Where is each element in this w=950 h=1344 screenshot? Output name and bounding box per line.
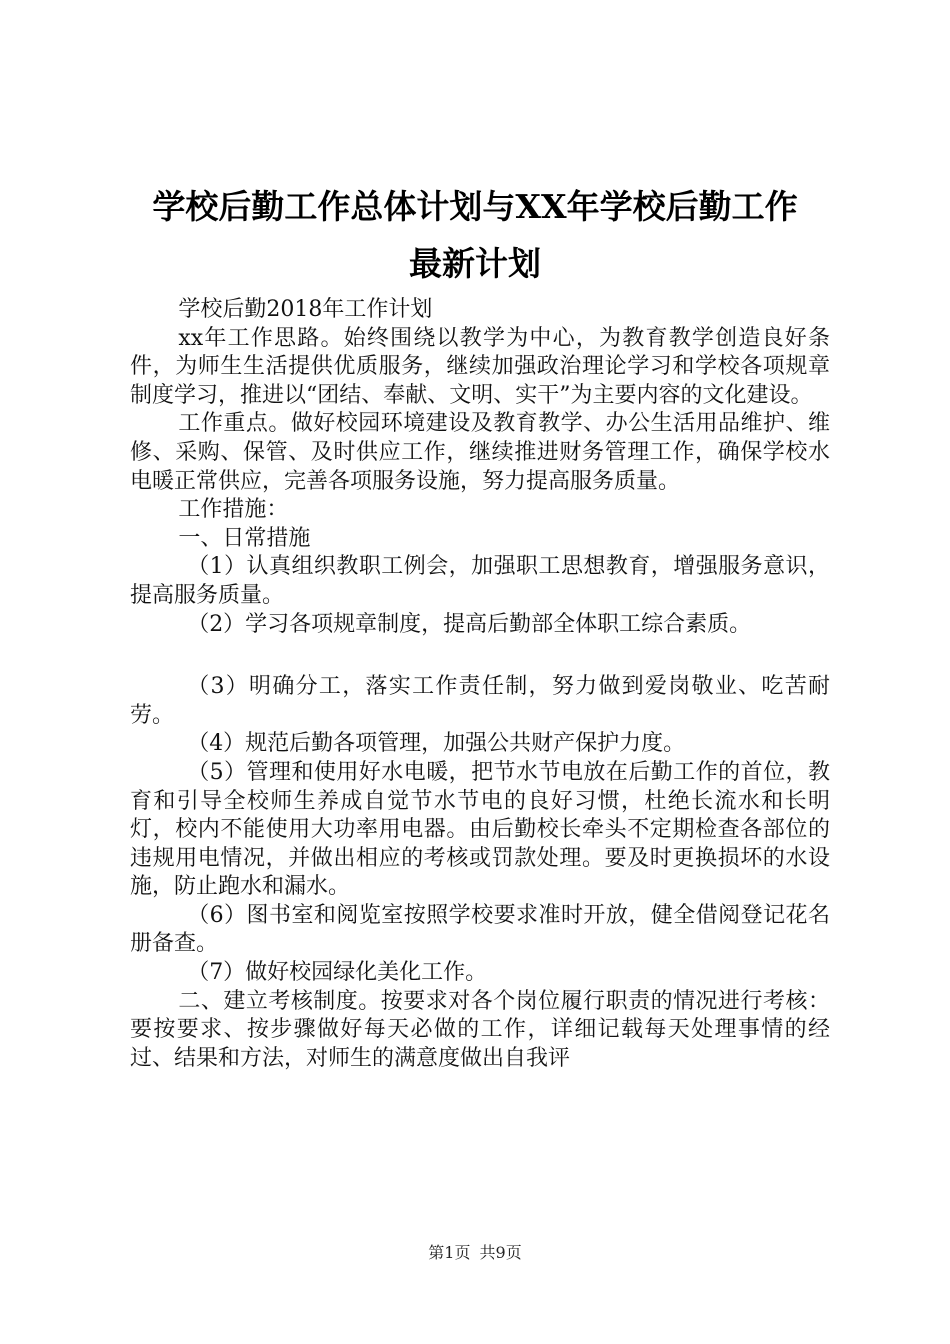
paragraph-item-2: （2）学习各项规章制度，提高后勤部全体职工综合素质。	[187, 611, 752, 637]
paragraph-daily-measures: 一、日常措施	[178, 525, 311, 551]
document-body	[130, 296, 830, 1073]
page-total: 共9页	[479, 1243, 522, 1262]
document-title-line2: 最新计划	[409, 244, 541, 283]
page-number: 第1页	[428, 1243, 471, 1262]
paragraph-item-5: （5）管理和使用好水电暖，把节水节电放在后勤工作的首位，教育和引导全校师生养成自觉节水节电的良好习惯，杜绝长流水和长明灯，校内不能使用大功率用电器。由后勤校长牵头不定期检查各部位的违规用电情况，并做出相应的考核或罚款处理。要及时更换损坏的水设施，防止跑水和漏水。	[130, 759, 830, 900]
paragraph-assessment: 二、建立考核制度。按要求对各个岗位履行职责的情况进行考核：要按要求、按步骤做好每天必做的工作，详细记载每天处理事情的经过、结果和方法，对师生的满意度做出自我评	[130, 988, 830, 1071]
page-footer	[0, 1243, 950, 1263]
paragraph-measures-heading: 工作措施：	[178, 497, 289, 523]
paragraph-item-1: （1）认真组织教职工例会，加强职工思想教育，增强服务意识，提高服务质量。	[130, 554, 830, 608]
document-title-line1: 学校后勤工作总体计划与XX年学校后勤工作	[152, 187, 798, 226]
paragraph-item-3: （3）明确分工，落实工作责任制，努力做到爱岗敬业、吃苦耐劳。	[130, 674, 830, 728]
paragraph-subtitle: 学校后勤2018年工作计划	[178, 297, 433, 322]
paragraph-item-7: （7）做好校园绿化美化工作。	[187, 960, 488, 986]
paragraph-item-4: （4）规范后勤各项管理，加强公共财产保护力度。	[187, 731, 686, 757]
paragraph-work-ideas: xx年工作思路。始终围绕以教学为中心，为教育教学创造良好条件，为师生生活提供优质服务，继续加强政治理论学习和学校各项规章制度学习，推进以“团结、奉献、文明、实干”为主要内容的文化建设。	[130, 325, 830, 408]
blank-gap	[130, 639, 830, 673]
paragraph-work-focus: 工作重点。做好校园环境建设及教育教学、办公生活用品维护、维修、采购、保管、及时供应工作，继续推进财务管理工作，确保学校水电暖正常供应，完善各项服务设施，努力提高服务质量。	[130, 411, 830, 494]
paragraph-item-6: （6）图书室和阅览室按照学校要求准时开放，健全借阅登记花名册备查。	[130, 902, 830, 957]
